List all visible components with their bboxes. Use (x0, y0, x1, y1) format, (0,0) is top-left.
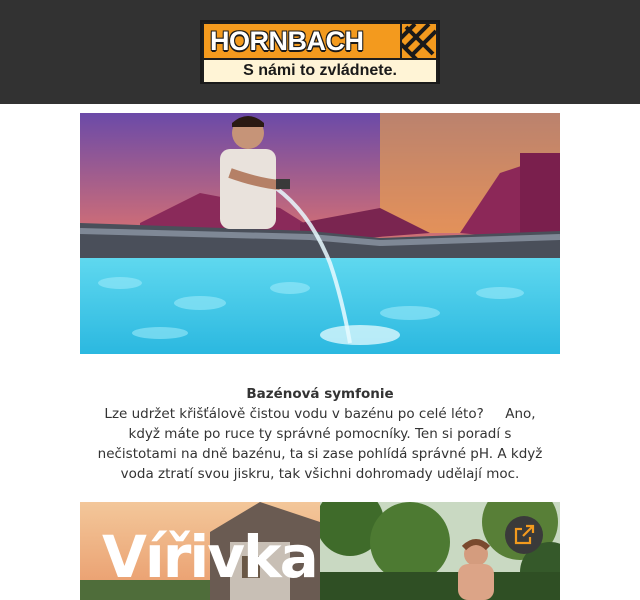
garden-shower-tile[interactable] (320, 502, 560, 600)
logo-slogan-bar (204, 60, 436, 82)
hot-tub-label: Vířivka (102, 523, 317, 591)
article-section (80, 385, 560, 484)
share-button[interactable] (505, 516, 543, 554)
email-header (0, 0, 640, 104)
hornbach-logo[interactable] (200, 20, 440, 84)
hot-tub-tile[interactable] (80, 502, 320, 600)
pool-hose-photo (80, 113, 560, 354)
article-title: Bazénová symfonie (246, 386, 394, 402)
share-icon (505, 516, 543, 554)
logo-brand-bar (204, 24, 400, 58)
logo-brand-text: HORNBACH (210, 26, 364, 56)
logo-slogan-text: S námi to zvládnete. (243, 62, 397, 79)
hero-image[interactable] (80, 113, 560, 354)
article-body: Lze udržet křišťálově čistou vodu v bazénu po celé léto? Ano, když máte po ruce ty správné pomocníky. Ten si poradí s nečistotami na dně bazénu, ta si zase pohlídá správné pH. A když voda ztratí svou jiskru, tak všichni dohromady udělají moc. (97, 406, 543, 482)
logo-house-icon (402, 24, 436, 58)
